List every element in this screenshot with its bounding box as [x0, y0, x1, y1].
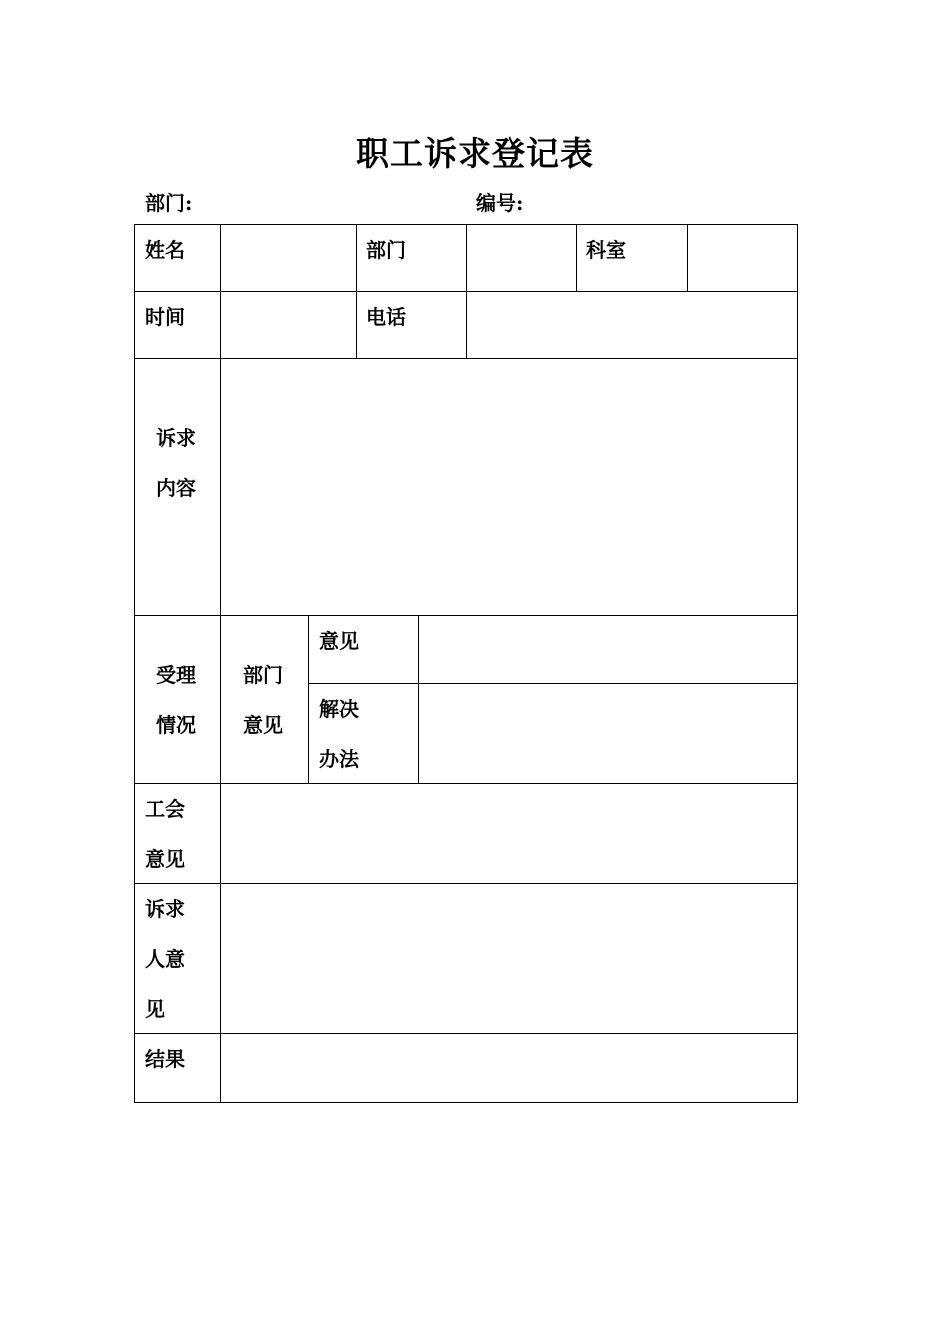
dept-field[interactable] — [467, 225, 576, 291]
opinion-field[interactable] — [419, 616, 797, 683]
serial-header-label: 编号: — [476, 191, 524, 215]
appellant-opinion-field[interactable] — [221, 884, 797, 1033]
form-title: 职工诉求登记表 — [356, 134, 594, 173]
dept-opinion-label: 部门 意见 — [243, 663, 283, 737]
time-field[interactable] — [221, 292, 356, 358]
table-border-bottom — [134, 1102, 798, 1103]
table-border-right — [797, 224, 798, 1103]
content-field[interactable] — [221, 359, 797, 615]
dept-header-label: 部门: — [145, 191, 193, 215]
content-label: 诉求 内容 — [156, 426, 196, 500]
result-field[interactable] — [221, 1034, 797, 1102]
union-opinion-label: 工会 意见 — [145, 797, 185, 871]
phone-field[interactable] — [467, 292, 797, 358]
dept-label: 部门 — [366, 238, 406, 262]
section-label: 科室 — [586, 238, 626, 262]
opinion-label: 意见 — [319, 629, 359, 653]
handling-label: 受理 情况 — [156, 663, 196, 737]
phone-label: 电话 — [366, 305, 406, 329]
section-field[interactable] — [688, 225, 797, 291]
time-label: 时间 — [145, 305, 185, 329]
appellant-opinion-label: 诉求 人意 见 — [145, 897, 185, 1021]
name-label: 姓名 — [145, 238, 185, 262]
column-divider — [356, 224, 357, 359]
result-label: 结果 — [145, 1047, 185, 1071]
solution-label: 解决 办法 — [319, 697, 359, 771]
column-divider — [576, 224, 577, 292]
solution-field[interactable] — [419, 684, 797, 783]
table-border-left — [134, 224, 135, 1103]
column-divider — [308, 615, 309, 784]
union-opinion-field[interactable] — [221, 784, 797, 883]
name-field[interactable] — [221, 225, 356, 291]
